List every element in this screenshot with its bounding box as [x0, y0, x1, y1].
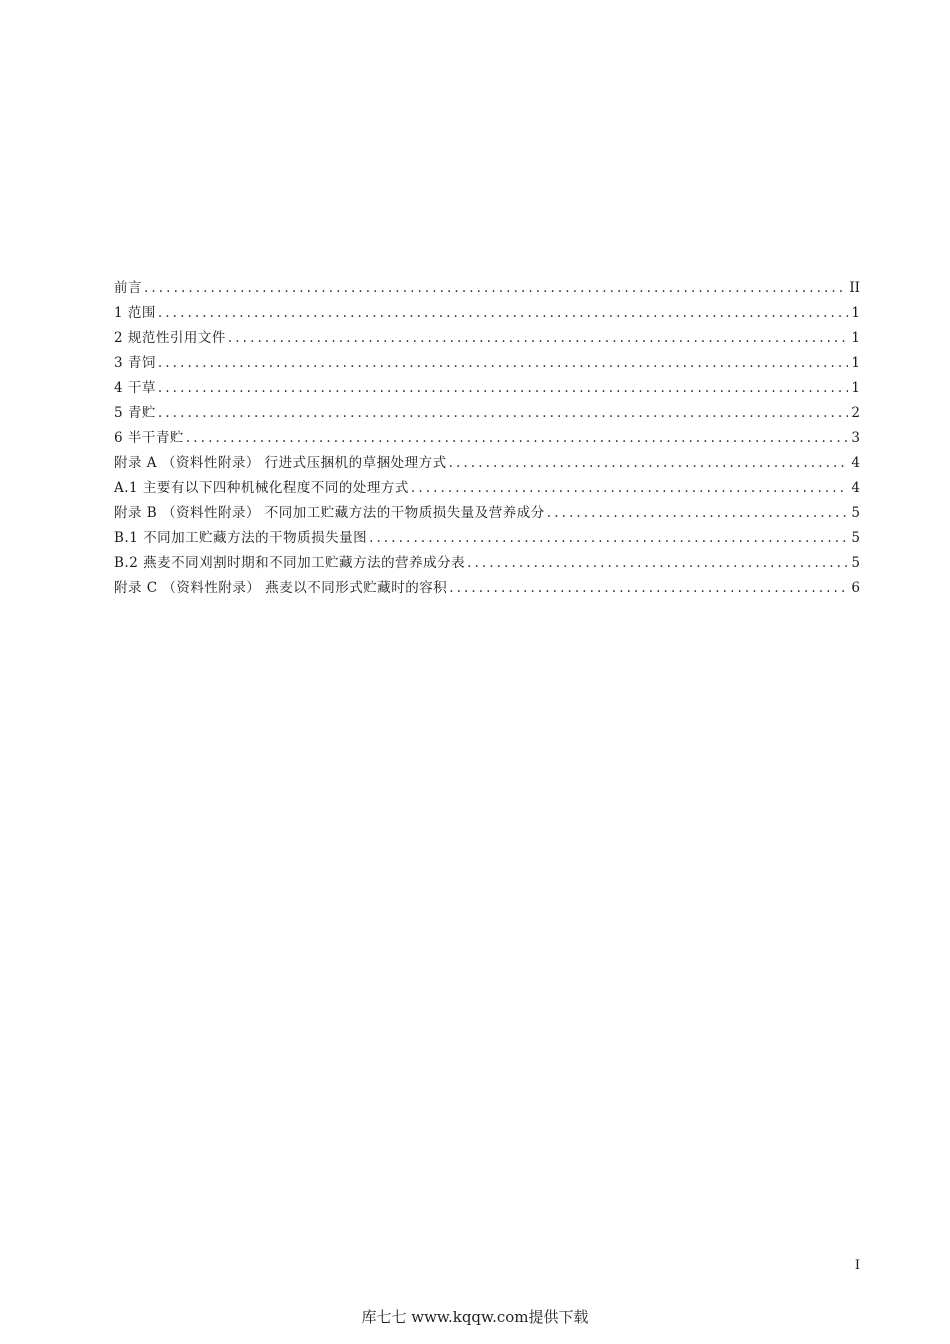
- toc-dot-leader: [158, 301, 848, 326]
- toc-entry-page: 1: [851, 380, 860, 396]
- toc-entry-title: 6 半干青贮: [114, 430, 184, 446]
- toc-entry-appendix-b[interactable]: [114, 501, 860, 526]
- toc-entry-scope[interactable]: [114, 301, 860, 326]
- toc-dot-leader: [186, 426, 848, 451]
- toc-entry-page: 5: [851, 530, 860, 546]
- page-number: I: [854, 1258, 860, 1273]
- toc-entry-b2[interactable]: [114, 551, 860, 576]
- toc-entry-title: 3 青饲: [114, 355, 156, 371]
- toc-entry-appendix-a[interactable]: [114, 451, 860, 476]
- toc-entry-page: II: [849, 280, 860, 296]
- toc-entry-title: B.2 燕麦不同刈割时期和不同加工贮藏方法的营养成分表: [114, 555, 466, 571]
- toc-entry-title: 附录 C （资料性附录） 燕麦以不同形式贮藏时的容积: [114, 580, 448, 596]
- toc-dot-leader: [411, 476, 848, 501]
- toc-dot-leader: [158, 376, 848, 401]
- toc-entry-page: 4: [851, 480, 860, 496]
- toc-entry-foreword[interactable]: [114, 276, 860, 301]
- toc-entry-haylage[interactable]: [114, 426, 860, 451]
- toc-entry-title: 前言: [114, 280, 142, 296]
- toc-entry-page: 6: [851, 580, 860, 596]
- toc-entry-appendix-c[interactable]: [114, 576, 860, 601]
- toc-dot-leader: [228, 326, 848, 351]
- toc-entry-title: 附录 A （资料性附录） 行进式压捆机的草捆处理方式: [114, 455, 447, 471]
- toc-entry-title: A.1 主要有以下四种机械化程度不同的处理方式: [114, 480, 409, 496]
- toc-dot-leader: [158, 401, 848, 426]
- toc-entry-page: 1: [851, 305, 860, 321]
- toc-entry-page: 5: [851, 505, 860, 521]
- toc-entry-title: 1 范围: [114, 305, 156, 321]
- toc-entry-title: 4 干草: [114, 380, 156, 396]
- toc-entry-hay[interactable]: [114, 376, 860, 401]
- toc-entry-green-feed[interactable]: [114, 351, 860, 376]
- toc-entry-title: 5 青贮: [114, 405, 156, 421]
- toc-entry-page: 3: [851, 430, 860, 446]
- toc-dot-leader: [369, 526, 848, 551]
- toc-entry-page: 4: [851, 455, 860, 471]
- footer-download-notice: 库七七 www.kqqw.com提供下载: [361, 1308, 589, 1326]
- toc-entry-b1[interactable]: [114, 526, 860, 551]
- toc-entry-title: 附录 B （资料性附录） 不同加工贮藏方法的干物质损失量及营养成分: [114, 505, 545, 521]
- toc-entry-normative-references[interactable]: [114, 326, 860, 351]
- toc-dot-leader: [144, 276, 847, 301]
- toc-entry-page: 1: [851, 330, 860, 346]
- toc-entry-page: 1: [851, 355, 860, 371]
- toc-dot-leader: [449, 451, 848, 476]
- toc-entry-silage[interactable]: [114, 401, 860, 426]
- toc-entry-title: B.1 不同加工贮藏方法的干物质损失量图: [114, 530, 368, 546]
- toc-dot-leader: [158, 351, 848, 376]
- toc-dot-leader: [547, 501, 848, 526]
- toc-entry-title: 2 规范性引用文件: [114, 330, 226, 346]
- toc-entry-page: 5: [851, 555, 860, 571]
- toc-entry-page: 2: [851, 405, 860, 421]
- toc-dot-leader: [467, 551, 848, 576]
- toc-dot-leader: [449, 576, 848, 601]
- table-of-contents: [114, 276, 860, 601]
- toc-entry-a1[interactable]: [114, 476, 860, 501]
